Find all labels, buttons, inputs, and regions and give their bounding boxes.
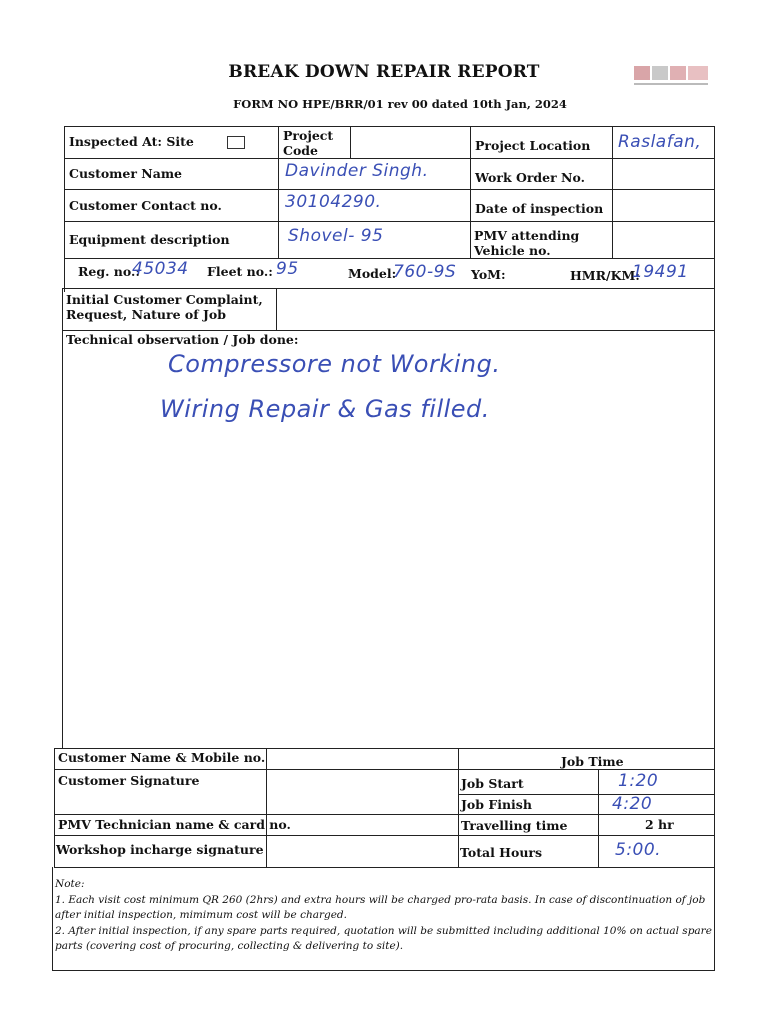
note-heading: Note: bbox=[55, 878, 85, 890]
col-divider bbox=[54, 748, 55, 868]
table-border-right bbox=[714, 126, 715, 971]
table-border-top bbox=[64, 126, 715, 127]
total-hours-value: 5:00. bbox=[615, 840, 662, 860]
equipment-description-value: Shovel- 95 bbox=[288, 226, 384, 246]
fleet-no-value: 95 bbox=[276, 259, 299, 279]
table-border-bottom bbox=[52, 970, 715, 971]
row-divider bbox=[54, 769, 715, 770]
page-title: BREAK DOWN REPAIR REPORT bbox=[228, 62, 540, 82]
model-value: 760-9S bbox=[393, 262, 457, 282]
row-divider bbox=[62, 330, 715, 331]
inspected-at-label: Inspected At: Site bbox=[69, 134, 194, 149]
total-hours-label: Total Hours bbox=[460, 845, 543, 860]
row-divider bbox=[64, 158, 715, 159]
customer-signature-label: Customer Signature bbox=[58, 773, 200, 788]
col-divider bbox=[612, 126, 613, 258]
row-divider bbox=[64, 221, 715, 222]
row-divider bbox=[458, 794, 715, 795]
pmv-attending-label: PMV attending Vehicle no. bbox=[474, 228, 580, 258]
table-border-left-bottom bbox=[52, 867, 53, 971]
job-start-label: Job Start bbox=[461, 776, 524, 791]
table-border-left-top bbox=[64, 126, 65, 292]
project-code-label: Project Code bbox=[283, 128, 334, 158]
workshop-incharge-label: Workshop incharge signature bbox=[56, 842, 264, 857]
technical-observation-label: Technical observation / Job done: bbox=[66, 332, 299, 347]
job-time-label: Job Time bbox=[561, 754, 624, 769]
row-divider bbox=[54, 814, 715, 815]
project-location-value: Raslafan, bbox=[618, 132, 702, 152]
note-line-1: 1. Each visit cost minimum QR 260 (2hrs) and extra hours will be charged pro-rata basis. In case of discontinuation of job bbox=[55, 894, 706, 906]
date-of-inspection-label: Date of inspection bbox=[475, 201, 604, 216]
work-order-label: Work Order No. bbox=[475, 170, 585, 185]
col-divider bbox=[266, 748, 267, 868]
row-divider bbox=[54, 867, 715, 868]
fleet-no-label: Fleet no.: bbox=[207, 264, 273, 279]
equipment-description-label: Equipment description bbox=[69, 232, 230, 247]
yom-label: YoM: bbox=[471, 267, 506, 282]
note-line-4: parts (covering cost of procuring, collecting & delivering to site). bbox=[55, 940, 404, 952]
hmr-km-label: HMR/KM: bbox=[570, 268, 640, 283]
note-line-2: after initial inspection, mimimum cost will be charged. bbox=[55, 909, 347, 921]
col-divider bbox=[470, 126, 471, 258]
table-border-left-mid bbox=[62, 288, 63, 748]
col-divider bbox=[278, 126, 279, 258]
observation-line-2: Wiring Repair & Gas filled. bbox=[160, 395, 490, 423]
col-divider bbox=[350, 126, 351, 158]
customer-name-value: Davinder Singh. bbox=[285, 161, 429, 181]
form-number: FORM NO HPE/BRR/01 rev 00 dated 10th Jan, 2024 bbox=[233, 97, 567, 111]
job-start-value: 1:20 bbox=[618, 771, 659, 791]
customer-contact-label: Customer Contact no. bbox=[69, 198, 222, 213]
project-location-label: Project Location bbox=[475, 138, 591, 153]
row-divider bbox=[54, 835, 715, 836]
travelling-time-label: Travelling time bbox=[461, 818, 568, 833]
pmv-technician-label: PMV Technician name & card no. bbox=[58, 817, 291, 832]
col-divider bbox=[276, 288, 277, 330]
observation-line-1: Compressore not Working. bbox=[168, 350, 501, 378]
customer-mobile-label: Customer Name & Mobile no. bbox=[58, 750, 266, 765]
customer-contact-value: 30104290. bbox=[285, 192, 382, 212]
job-finish-label: Job Finish bbox=[461, 797, 532, 812]
model-label: Model: bbox=[348, 266, 397, 281]
reg-no-value: 45034 bbox=[132, 259, 189, 279]
site-checkbox[interactable] bbox=[227, 136, 245, 149]
complaint-label: Initial Customer Complaint, Request, Nature of Job bbox=[66, 292, 263, 322]
note-line-3: 2. After initial inspection, if any spare parts required, quotation will be submitted including additional 10% on actual spare bbox=[55, 925, 712, 937]
reg-no-label: Reg. no.: bbox=[78, 264, 140, 279]
customer-name-label: Customer Name bbox=[69, 166, 183, 181]
job-finish-value: 4:20 bbox=[612, 794, 653, 814]
col-divider bbox=[598, 769, 599, 868]
hmr-km-value: 19491 bbox=[632, 262, 689, 282]
row-divider bbox=[64, 189, 715, 190]
travelling-time-value: 2 hr bbox=[645, 817, 674, 832]
col-divider bbox=[458, 748, 459, 868]
row-divider bbox=[54, 748, 715, 749]
company-logo bbox=[634, 64, 712, 88]
row-divider bbox=[62, 288, 715, 289]
